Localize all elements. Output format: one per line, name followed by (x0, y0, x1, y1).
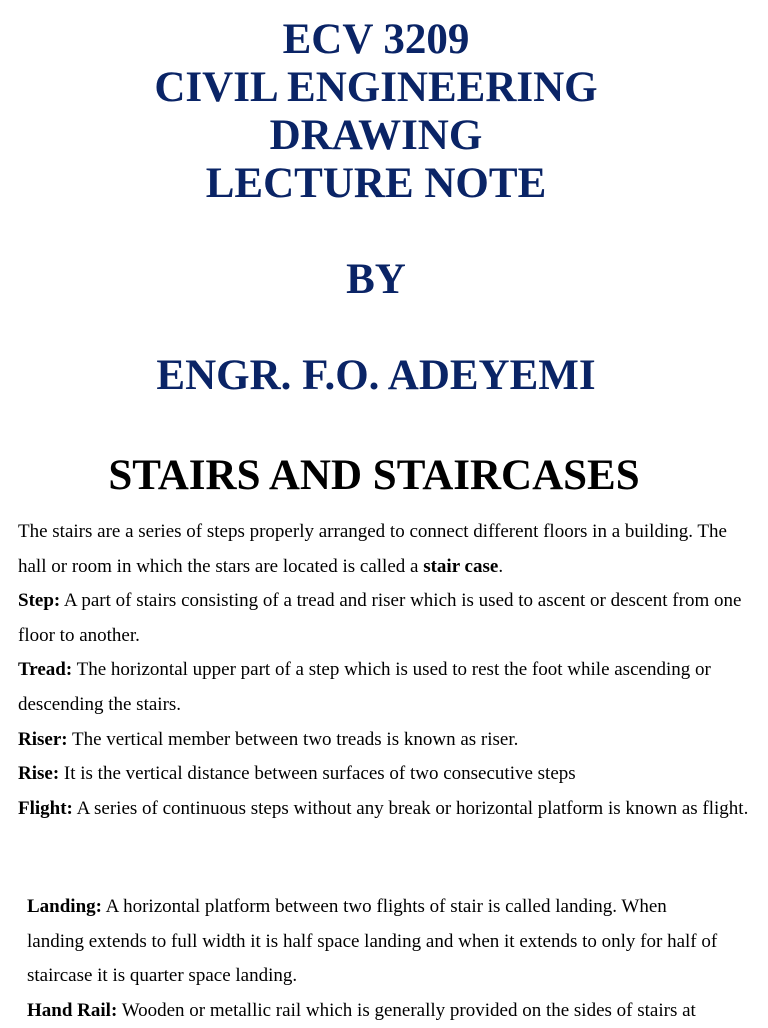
definition-term: Step: (18, 590, 61, 612)
by-label: BY (346, 256, 406, 303)
author-name: ENGR. F.O. ADEYEMI (156, 352, 596, 399)
definition-flight (18, 792, 758, 827)
definition-hand-rail (27, 994, 727, 1028)
definition-text: A horizontal platform between two flights of stair is called landing. When landing extends to full width it is half space landing and when it extends to only for half of staircase it is quarter space landing. (27, 896, 718, 987)
course-name-line-1: CIVIL ENGINEERING (154, 64, 598, 111)
intro-paragraph (18, 515, 758, 584)
definition-step (18, 584, 758, 653)
definition-term: Hand Rail: (27, 999, 118, 1021)
intro-text-end: . (498, 555, 504, 577)
document-type: LECTURE NOTE (205, 160, 547, 207)
document-title (0, 16, 760, 208)
intro-text: The stairs are a series of steps properly arranged to connect different floors in a building. The hall or room in which the stars are located is called a (18, 521, 727, 577)
definition-term: Rise: (18, 763, 60, 785)
definition-text: Wooden or metallic rail which is generally provided on the sides of stairs at (117, 999, 696, 1021)
course-name-line-2: DRAWING (269, 112, 483, 159)
definition-rise (18, 757, 758, 792)
definition-tread (18, 653, 758, 722)
definition-landing (27, 890, 727, 994)
definition-text: The horizontal upper part of a step which is used to rest the foot while ascending or descending the stairs. (18, 659, 711, 715)
definition-term: Tread: (18, 659, 73, 681)
definition-term: Flight: (18, 797, 73, 819)
definition-text: It is the vertical distance between surfaces of two consecutive steps (59, 763, 576, 785)
definition-text: The vertical member between two treads is known as riser. (67, 728, 519, 750)
definition-term: Riser: (18, 728, 68, 750)
definition-text: A part of stairs consisting of a tread and riser which is used to ascent or descent from one floor to another. (18, 590, 742, 646)
course-code: ECV 3209 (282, 16, 470, 63)
intro-bold-term: stair case (423, 555, 499, 577)
definition-text: A series of continuous steps without any break or horizontal platform is known as flight. (72, 797, 749, 819)
definitions-block (18, 515, 758, 826)
definition-term: Landing: (27, 896, 102, 917)
definitions-block-2 (27, 890, 727, 1028)
definition-riser (18, 723, 758, 758)
section-heading: STAIRS AND STAIRCASES (108, 452, 640, 499)
